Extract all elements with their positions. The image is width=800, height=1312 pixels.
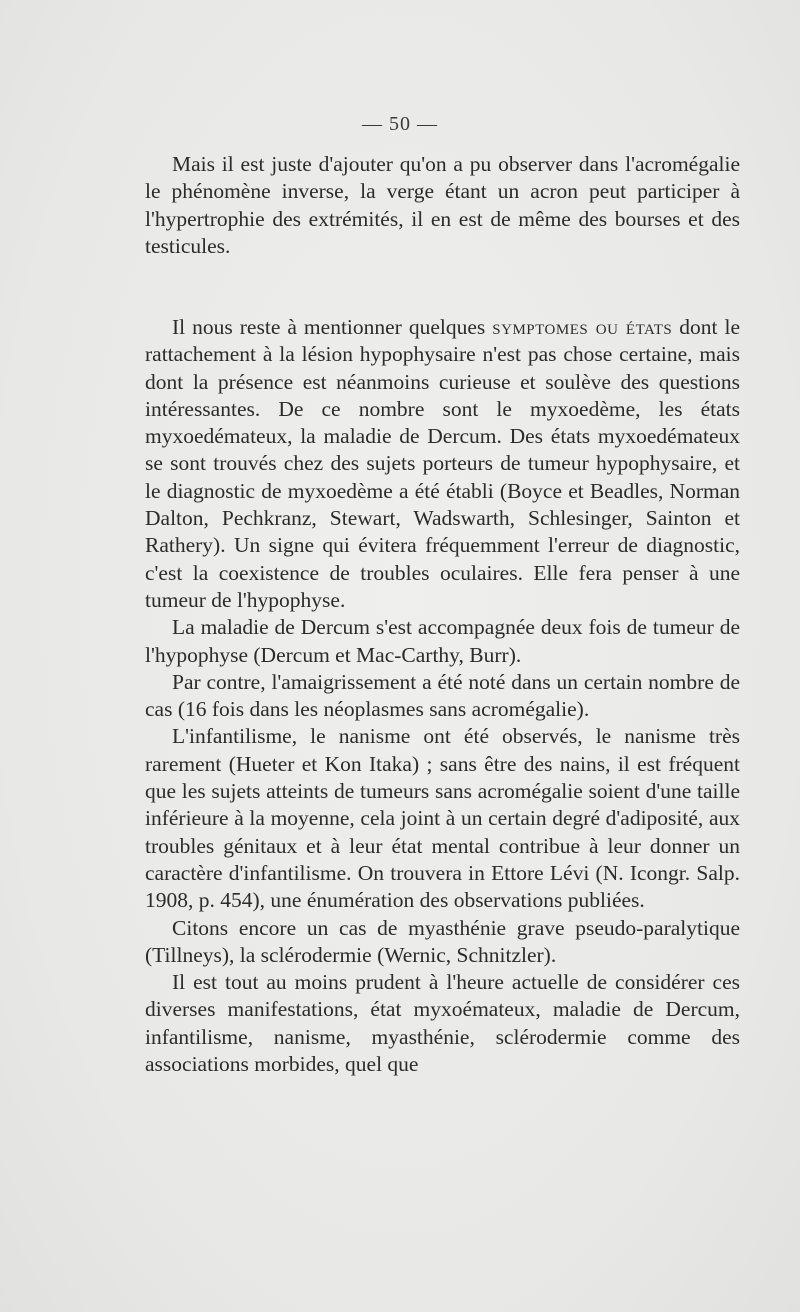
section-heading-symptomes: symptomes ou états xyxy=(492,315,673,339)
text-block-main xyxy=(145,314,740,1078)
paragraph-symptomes-intro: Il nous reste à mentionner quelques xyxy=(172,315,493,339)
paragraph-amaigrissement: Par contre, l'amaigrissement a été noté dans un certain nombre de cas (16 fois dans les néoplasmes sans acromégalie). xyxy=(145,669,740,722)
paragraph-dercum: La maladie de Dercum s'est accompagnée deux fois de tumeur de l'hypophyse (Dercum et Mac-Carthy, Burr). xyxy=(145,615,740,667)
page-number: — 50 — xyxy=(362,113,438,135)
paragraph-conclusion: Il est tout au moins prudent à l'heure actuelle de considérer ces diverses manifestations, état myxoématеux, maladie de Dercum, infantilisme, nanisme, myasthénie, sclérodermie comme des associations morbides, quel que xyxy=(145,970,740,1077)
paragraph-myasthenie: Citons encore un cas de myasthénie grave pseudo-paralytique (Tillneys), la sclérodermie (Wernic, Schnitzler). xyxy=(145,915,740,967)
paragraph-symptomes-body: dont le rattachement à la lésion hypophysaire n'est pas chose certaine, mais dont la présence est néanmoins curieuse et soulève des questions intéressantes. De ce nombre sont le myxoedème, les états myxoedémateux, la maladie de Dercum. Des états myxoedémateux se sont trouvés chez des sujets porteurs de tumeur hypophysaire, et le diagnostic de myxoedème a été établi (Boyce et Beadles, Norman Dalton, Pechkranz, Stewart, Wadswarth, Schlesinger, Sainton et Rathery). Un signe qui évitera fréquemment l'erreur de diagnostic, c'est la coexistence de troubles oculaires. Elle fera penser à une tumeur de l'hypophyse. xyxy=(145,315,740,612)
paragraph-infantilisme: L'infantilisme, le nanisme ont été observés, le nanisme très rarement (Hueter et Kon Itaka) ; sans être des nains, il est fréquent que les sujets atteints de tumeurs sans acromégalie soient d'une taille inférieure à la moyenne, cela joint à un certain degré d'adiposité, aux troubles génitaux et à leur état mental contribue à leur donner un caractère d'infantilisme. On trouvera in Ettore Lévi (N. Icongr. Salp. 1908, p. 454), une énumération des observations publiées. xyxy=(145,724,740,913)
text-block-top xyxy=(145,151,740,260)
paragraph-acromegalie: Mais il est juste d'ajouter qu'on a pu observer dans l'acromégalie le phénomène inverse, la verge étant un acron peut participer à l'hypertrophie des extrémités, il en est de même des bourses et des testicules. xyxy=(145,152,740,258)
paragraph-symptomes xyxy=(145,314,740,614)
